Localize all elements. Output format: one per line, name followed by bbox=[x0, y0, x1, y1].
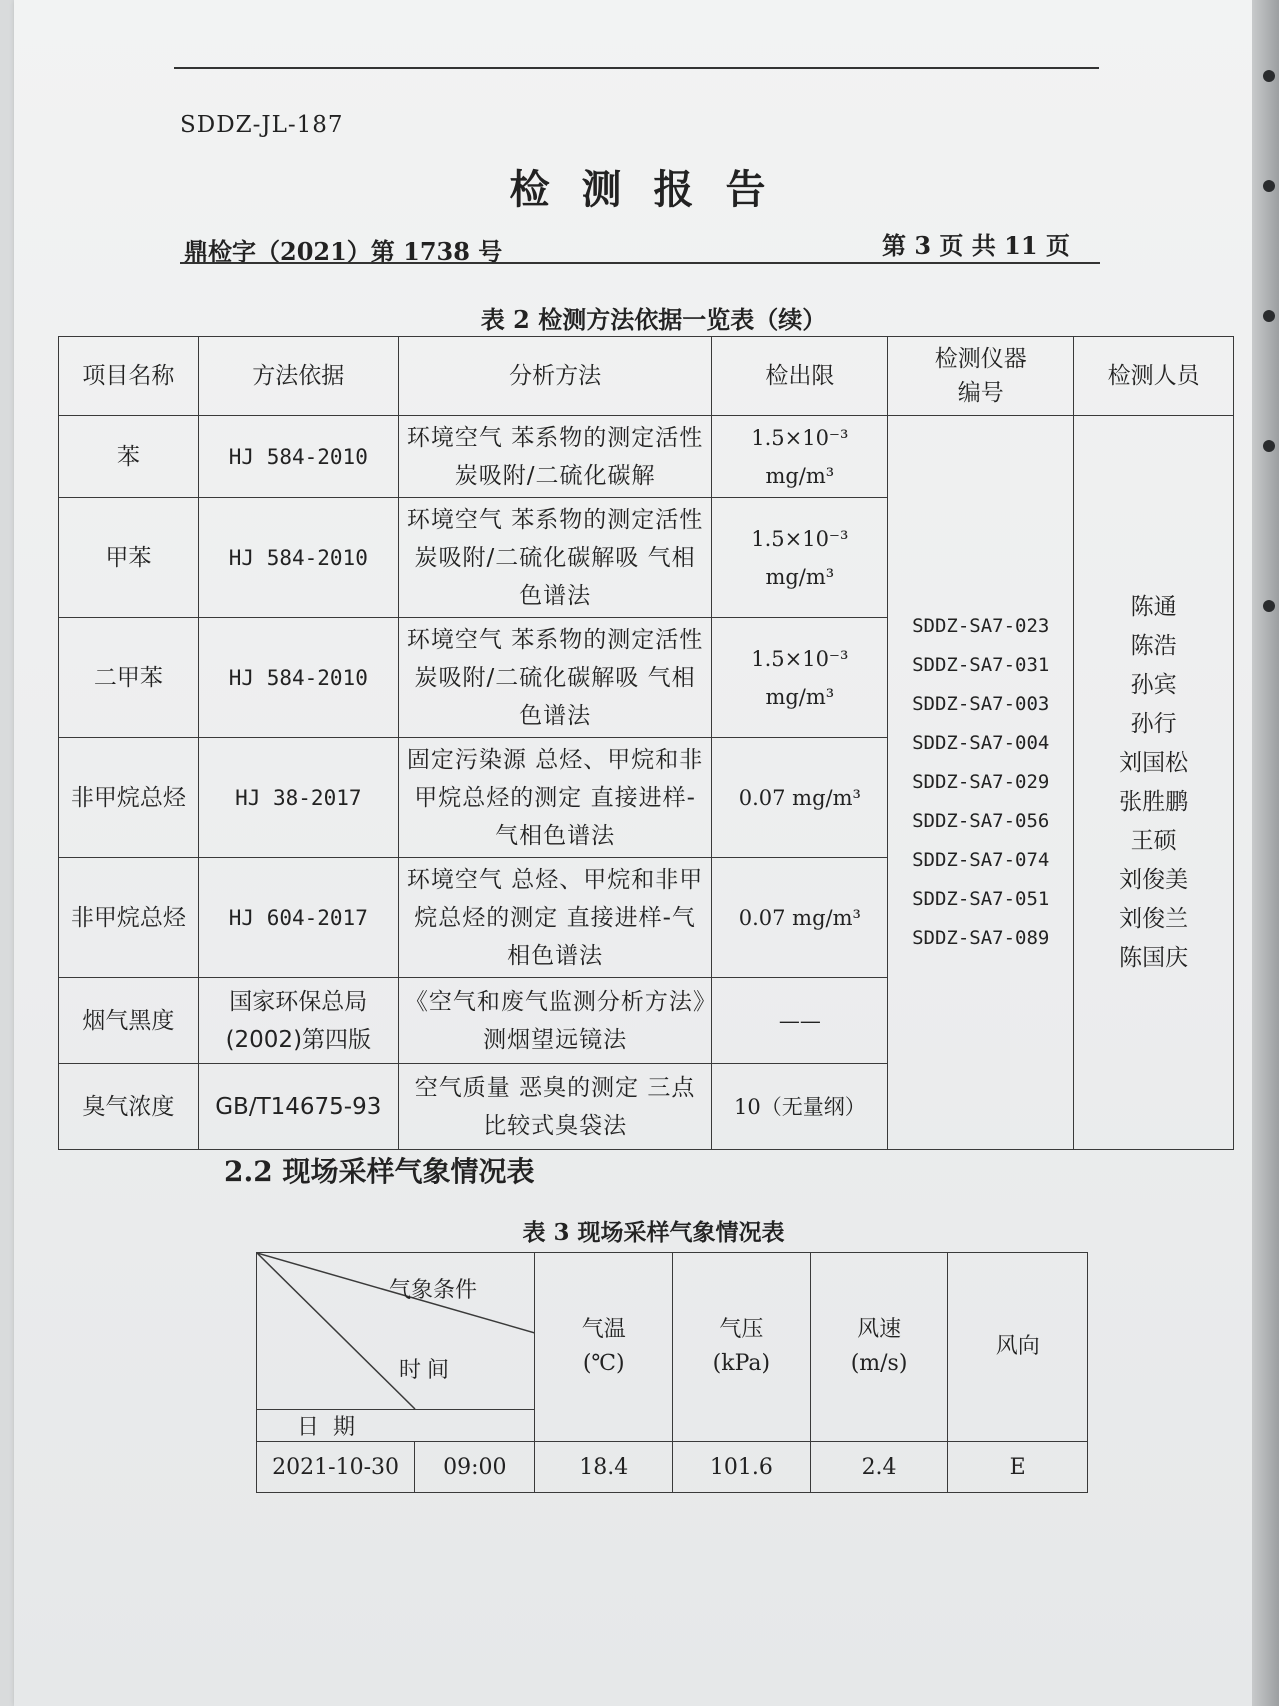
col-method: 分析方法 bbox=[398, 337, 712, 416]
paper-sheet bbox=[14, 0, 1252, 1706]
standard-cell: HJ 584-2010 bbox=[198, 498, 398, 618]
wind-speed-cell: 2.4 bbox=[810, 1442, 948, 1493]
standard-cell: GB/T14675-93 bbox=[198, 1064, 398, 1150]
date-cell: 2021-10-30 bbox=[257, 1442, 415, 1493]
staff-name: 孙行 bbox=[1130, 710, 1177, 737]
header-unit: (kPa) bbox=[712, 1351, 771, 1376]
report-number: 鼎检字（2021）第 1738 号 bbox=[184, 237, 503, 266]
methods-table bbox=[58, 336, 1234, 1150]
method-cell: 环境空气 苯系物的测定活性炭吸附/二硫化碳解吸 气相色谱法 bbox=[398, 618, 712, 738]
item-cell: 苯 bbox=[59, 416, 199, 498]
col-staff: 检测人员 bbox=[1074, 337, 1234, 416]
instrument-id: SDDZ-SA7-023 bbox=[912, 615, 1050, 637]
table3-caption: 表 3 现场采样气象情况表 bbox=[522, 1219, 785, 1246]
binder-hole-icon bbox=[1263, 70, 1275, 82]
standard-cell: 国家环保总局(2002)第四版 bbox=[198, 978, 398, 1064]
method-cell: 《空气和废气监测分析方法》测烟望远镜法 bbox=[398, 978, 712, 1064]
diag-label-condition: 气象条件 bbox=[389, 1278, 478, 1303]
staff-name: 王硕 bbox=[1130, 827, 1177, 854]
method-cell: 空气质量 恶臭的测定 三点比较式臭袋法 bbox=[398, 1064, 712, 1150]
binder-hole-icon bbox=[1263, 180, 1275, 192]
standard-cell: HJ 604-2017 bbox=[198, 858, 398, 978]
col-wind-speed bbox=[810, 1253, 948, 1442]
instrument-id: SDDZ-SA7-003 bbox=[912, 693, 1050, 715]
limit-cell: 1.5×10⁻³ mg/m³ bbox=[712, 618, 888, 738]
binder-hole-icon bbox=[1263, 600, 1275, 612]
table-header-row bbox=[59, 337, 1234, 416]
instrument-id: SDDZ-SA7-051 bbox=[912, 888, 1050, 910]
limit-cell: 1.5×10⁻³ mg/m³ bbox=[712, 416, 888, 498]
instrument-id: SDDZ-SA7-074 bbox=[912, 849, 1050, 871]
header-unit: (m/s) bbox=[850, 1351, 908, 1376]
item-cell: 二甲苯 bbox=[59, 618, 199, 738]
staff-list-cell bbox=[1074, 416, 1234, 1150]
limit-cell: 10（无量纲） bbox=[712, 1064, 888, 1150]
instrument-list-cell bbox=[888, 416, 1074, 1150]
table-header-row bbox=[257, 1253, 1088, 1410]
standard-cell: HJ 584-2010 bbox=[198, 618, 398, 738]
item-cell: 烟气黑度 bbox=[59, 978, 199, 1064]
limit-cell: —— bbox=[712, 978, 888, 1064]
staff-name: 刘国松 bbox=[1119, 749, 1189, 776]
page-info: 第 3 页 共 11 页 bbox=[882, 231, 1070, 260]
instrument-id: SDDZ-SA7-031 bbox=[912, 654, 1050, 676]
col-instrument: 检测仪器编号 bbox=[888, 337, 1074, 416]
binder-edge bbox=[1252, 0, 1279, 1706]
table2-caption: 表 2 检测方法依据一览表（续） bbox=[480, 305, 827, 334]
instrument-id: SDDZ-SA7-004 bbox=[912, 732, 1050, 754]
item-cell: 非甲烷总烃 bbox=[59, 858, 199, 978]
temperature-cell: 18.4 bbox=[535, 1442, 673, 1493]
pressure-cell: 101.6 bbox=[673, 1442, 811, 1493]
col-temperature bbox=[535, 1253, 673, 1442]
method-cell: 固定污染源 总烃、甲烷和非甲烷总烃的测定 直接进样-气相色谱法 bbox=[398, 738, 712, 858]
binder-hole-icon bbox=[1263, 310, 1275, 322]
diag-date-cell bbox=[257, 1410, 535, 1442]
header-label: 风速 bbox=[857, 1317, 902, 1342]
header-unit: (℃) bbox=[582, 1351, 625, 1376]
limit-cell: 1.5×10⁻³ mg/m³ bbox=[712, 498, 888, 618]
col-standard: 方法依据 bbox=[198, 337, 398, 416]
staff-name: 刘俊美 bbox=[1119, 866, 1189, 893]
wind-direction-cell: E bbox=[948, 1442, 1088, 1493]
limit-cell: 0.07 mg/m³ bbox=[712, 858, 888, 978]
standard-cell: HJ 38-2017 bbox=[198, 738, 398, 858]
diagonal-header-cell bbox=[257, 1253, 535, 1410]
item-cell: 非甲烷总烃 bbox=[59, 738, 199, 858]
col-limit: 检出限 bbox=[712, 337, 888, 416]
standard-cell: HJ 584-2010 bbox=[198, 416, 398, 498]
header-label: 风向 bbox=[995, 1334, 1040, 1359]
document-code: SDDZ-JL-187 bbox=[180, 112, 344, 138]
method-cell: 环境空气 总烃、甲烷和非甲烷总烃的测定 直接进样-气相色谱法 bbox=[398, 858, 712, 978]
col-wind-direction bbox=[948, 1253, 1088, 1442]
subheader-rule bbox=[180, 262, 1100, 264]
item-cell: 臭气浓度 bbox=[59, 1064, 199, 1150]
item-cell: 甲苯 bbox=[59, 498, 199, 618]
diag-label-time: 时间 bbox=[399, 1358, 456, 1383]
table-row bbox=[59, 416, 1234, 498]
staff-name: 刘俊兰 bbox=[1119, 905, 1189, 932]
header-rule bbox=[174, 67, 1099, 69]
staff-name: 陈浩 bbox=[1130, 632, 1177, 659]
staff-name: 孙宾 bbox=[1130, 671, 1177, 698]
method-cell: 环境空气 苯系物的测定活性炭吸附/二硫化碳解吸 气相色谱法 bbox=[398, 498, 712, 618]
method-cell: 环境空气 苯系物的测定活性炭吸附/二硫化碳解 bbox=[398, 416, 712, 498]
col-pressure bbox=[673, 1253, 811, 1442]
binder-hole-icon bbox=[1263, 440, 1275, 452]
staff-name: 陈国庆 bbox=[1119, 944, 1189, 971]
instrument-id: SDDZ-SA7-089 bbox=[912, 927, 1050, 949]
page-title: 检测报告 bbox=[509, 166, 798, 213]
table-row bbox=[257, 1442, 1088, 1493]
staff-name: 张胜鹏 bbox=[1119, 788, 1189, 815]
section-heading: 2.2 现场采样气象情况表 bbox=[224, 1155, 535, 1188]
staff-name: 陈通 bbox=[1130, 593, 1177, 620]
header-label: 气温 bbox=[581, 1317, 626, 1342]
time-cell: 09:00 bbox=[415, 1442, 535, 1493]
diag-label-date: 日期 bbox=[297, 1415, 370, 1440]
col-item: 项目名称 bbox=[59, 337, 199, 416]
weather-table bbox=[256, 1252, 1088, 1493]
instrument-id: SDDZ-SA7-029 bbox=[912, 771, 1050, 793]
header-label: 气压 bbox=[719, 1317, 764, 1342]
instrument-id: SDDZ-SA7-056 bbox=[912, 810, 1050, 832]
limit-cell: 0.07 mg/m³ bbox=[712, 738, 888, 858]
